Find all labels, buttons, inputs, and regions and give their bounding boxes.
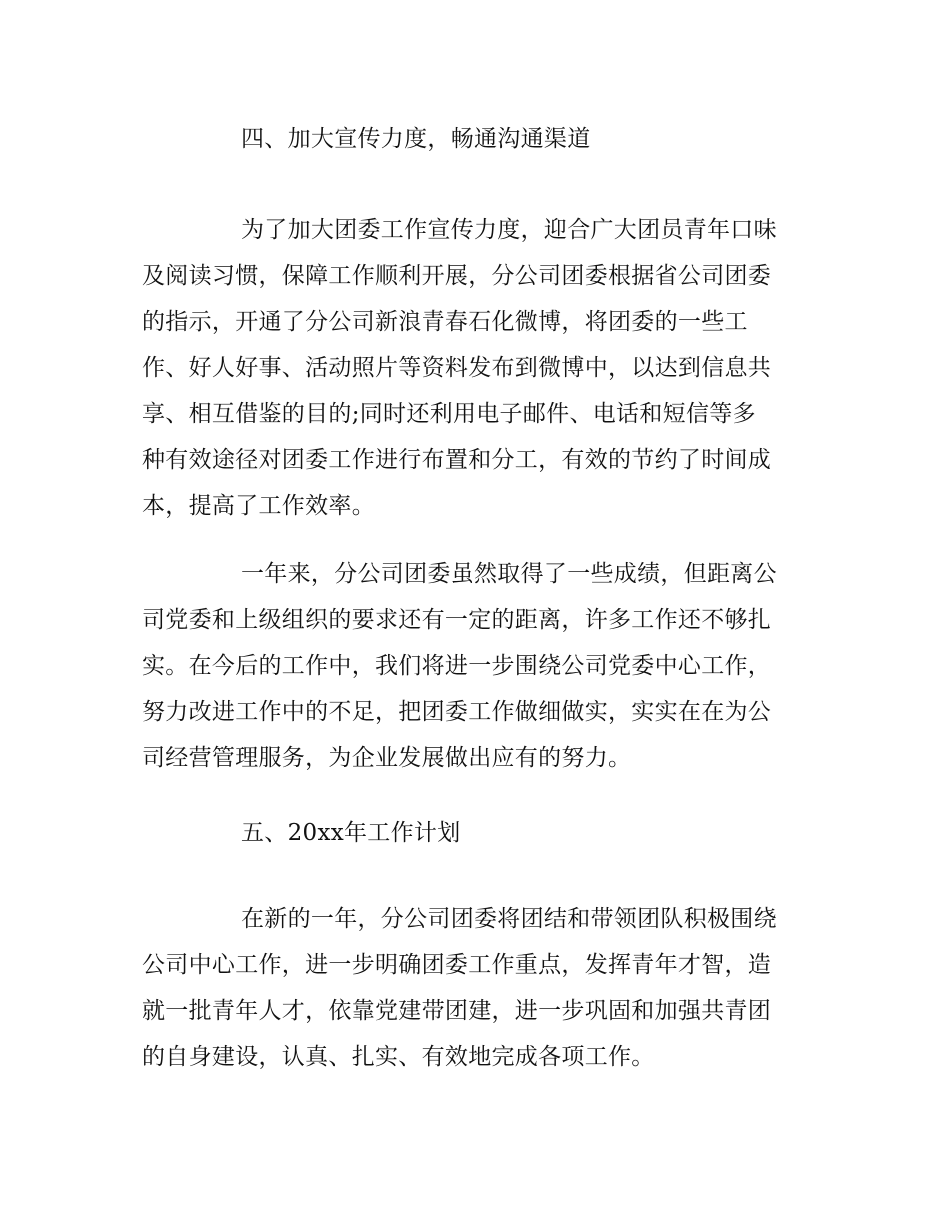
paragraph-work-plan <box>142 896 814 1080</box>
text-line: 实。在今后的工作中，我们将进一步围绕公司党委中心工作， <box>142 653 772 679</box>
text-line: 的指示，开通了分公司新浪青春石化微博，将团委的一些工 <box>142 309 748 335</box>
text-line: 享、相互借鉴的目的;同时还利用电子邮件、电话和短信等多 <box>142 401 756 427</box>
paragraph-publicity <box>142 207 814 529</box>
text-line: 司党委和上级组织的要求还有一定的距离，许多工作还不够扎 <box>142 607 772 633</box>
text-line: 一年来，分公司团委虽然取得了一些成绩，但距离公 <box>241 561 777 587</box>
text-line: 为了加大团委工作宣传力度，迎合广大团员青年口味 <box>241 217 777 243</box>
text-line: 就一批青年人才，依靠党建带团建，进一步巩固和加强共青团 <box>142 998 772 1024</box>
text-line: 种有效途径对团委工作进行布置和分工，有效的节约了时间成 <box>142 447 772 473</box>
text-line: 司经营管理服务，为企业发展做出应有的努力。 <box>142 745 632 771</box>
text-line: 公司中心工作，进一步明确团委工作重点，发挥青年才智，造 <box>142 952 772 978</box>
text-line: 作、好人好事、活动照片等资料发布到微博中，以达到信息共 <box>142 355 772 381</box>
text-line: 本，提高了工作效率。 <box>142 493 375 519</box>
section-heading-work-plan: 五、20xx年工作计划 <box>241 820 461 846</box>
paragraph-summary <box>142 551 814 781</box>
text-line: 的自身建设，认真、扎实、有效地完成各项工作。 <box>142 1044 655 1070</box>
text-line: 及阅读习惯，保障工作顺利开展，分公司团委根据省公司团委 <box>142 263 772 289</box>
text-line: 在新的一年，分公司团委将团结和带领团队积极围绕 <box>241 906 777 932</box>
section-heading-publicity: 四、加大宣传力度，畅通沟通渠道 <box>241 126 591 152</box>
text-line: 努力改进工作中的不足，把团委工作做细做实，实实在在为公 <box>142 699 772 725</box>
